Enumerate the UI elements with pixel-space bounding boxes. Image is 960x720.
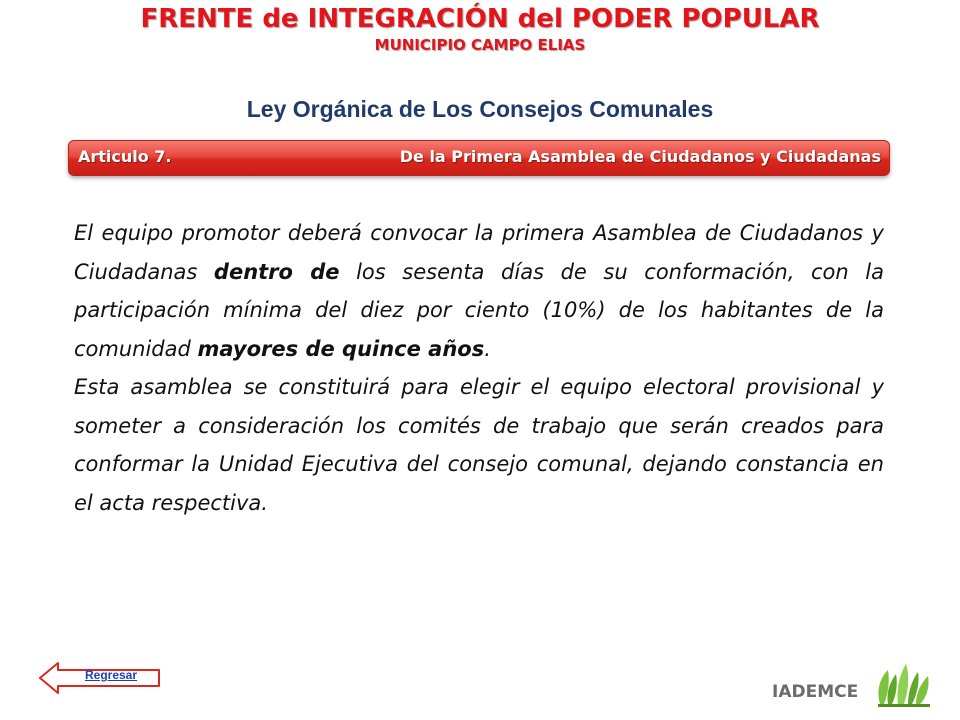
article-body [74, 214, 884, 522]
paragraph-1 [74, 214, 884, 368]
p1-text-a: El equipo promotor deberá convocar la primera Asamblea de Ciudadanos y Ciudadanas [74, 221, 884, 284]
article-header-bar [68, 140, 890, 176]
back-button[interactable] [38, 660, 162, 696]
iademce-logo [874, 660, 934, 708]
law-title: Ley Orgánica de Los Consejos Comunales [246, 96, 714, 122]
p1-text-c: los sesenta días de su conformación, con la participación mínima del diez por ciento (10%) de los habitantes de la comunidad [74, 259, 884, 361]
p1-bold-a: dentro de [213, 259, 340, 284]
page-subtitle: MUNICIPIO CAMPO ELIAS [374, 36, 586, 54]
p1-bold-b: mayores de quince años [197, 336, 485, 361]
article-title: De la Primera Asamblea de Ciudadanos y Ciudadanas [399, 147, 881, 166]
article-number: Articulo 7. [78, 147, 172, 166]
paragraph-2: Esta asamblea se constituirá para elegir el equipo electoral provisional y someter a consideración los comités de trabajo que serán creados para conformar la Unidad Ejecutiva del consejo comunal, dejando constancia en el acta respectiva. [74, 375, 884, 515]
page-title: FRENTE de INTEGRACIÓN del PODER POPULAR [140, 4, 820, 34]
back-button-label[interactable]: Regresar [84, 668, 138, 682]
p1-text-e: . [484, 336, 491, 361]
footer-org-name: IADEMCE [772, 682, 859, 702]
